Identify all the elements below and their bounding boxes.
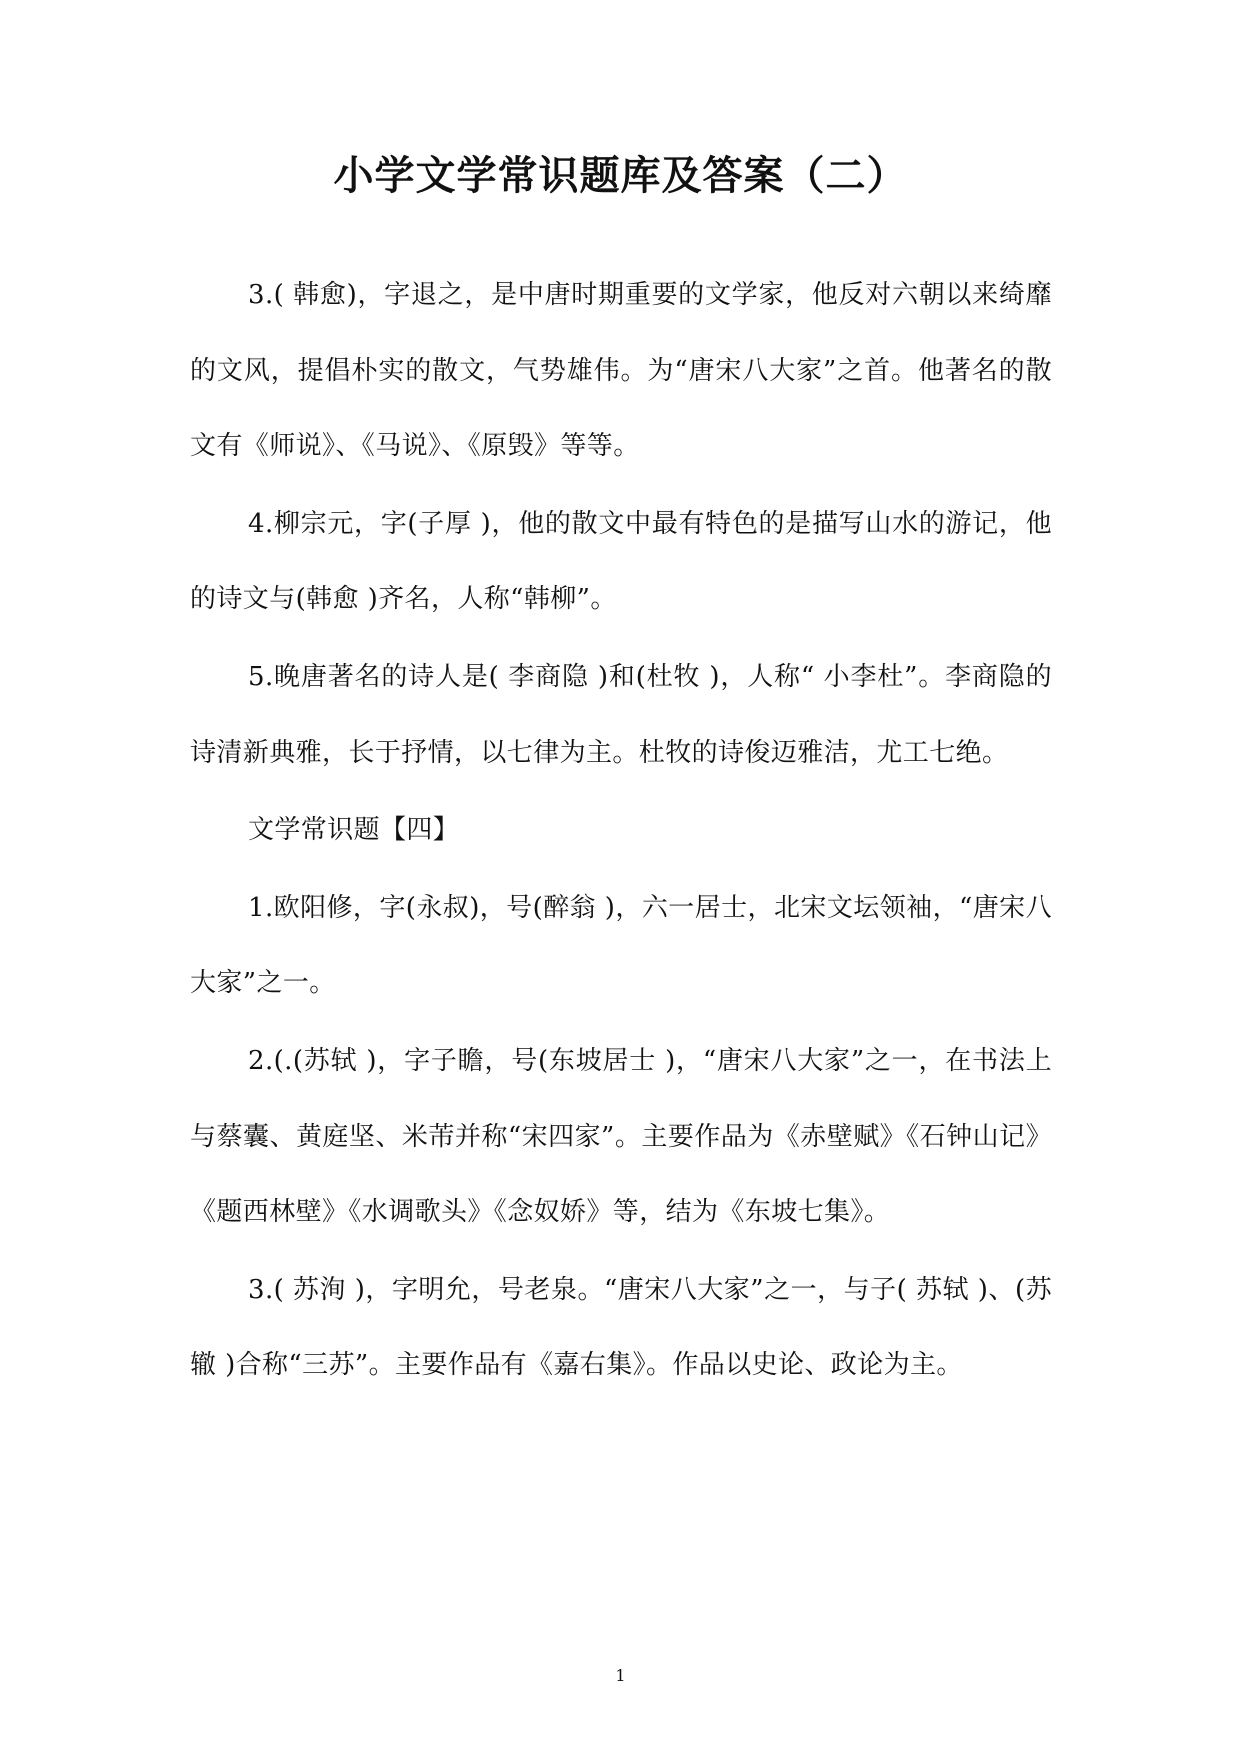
section-heading-four: 文学常识题【四】 bbox=[248, 815, 460, 846]
page-number: 1 bbox=[615, 1666, 626, 1685]
document-title: 小学文学常识题库及答案（二） bbox=[333, 153, 908, 199]
document-body bbox=[190, 258, 1052, 1406]
paragraph-su-shi: 2.(.(苏轼 )，字子瞻，号(东坡居士 )，“唐宋八大家”之一，在书法上与蔡囊、黄庭坚、米芾并称“宋四家”。主要作品为《赤壁赋》《石钟山记》《题西林壁》《水调歌头》《念奴娇》等，结为《东坡七集》。 bbox=[190, 1045, 1052, 1228]
paragraph-li-shangyin-du-mu: 5.晚唐著名的诗人是( 李商隐 )和(杜牧 )，人称“ 小李杜”。李商隐的诗清新典雅，长于抒情，以七律为主。杜牧的诗俊迈雅洁，尤工七绝。 bbox=[190, 661, 1052, 768]
paragraph-liu-zongyuan: 4.柳宗元，字(子厚 )，他的散文中最有特色的是描写山水的游记，他的诗文与(韩愈 )齐名，人称“韩柳”。 bbox=[190, 508, 1052, 615]
paragraph-su-xun: 3.( 苏洵 )，字明允，号老泉。“唐宋八大家”之一，与子( 苏轼 )、(苏辙 )合称“三苏”。主要作品有《嘉右集》。作品以史论、政论为主。 bbox=[190, 1274, 1052, 1381]
paragraph-han-yu: 3.( 韩愈)，字退之，是中唐时期重要的文学家，他反对六朝以来绮靡的文风，提倡朴实的散文，气势雄伟。为“唐宋八大家”之首。他著名的散文有《师说》、《马说》、《原毁》等等。 bbox=[190, 280, 1052, 462]
paragraph-ouyang-xiu: 1.欧阳修，字(永叔)，号(醉翁 )，六一居士，北宋文坛领袖，“唐宋八大家”之一。 bbox=[190, 892, 1052, 999]
